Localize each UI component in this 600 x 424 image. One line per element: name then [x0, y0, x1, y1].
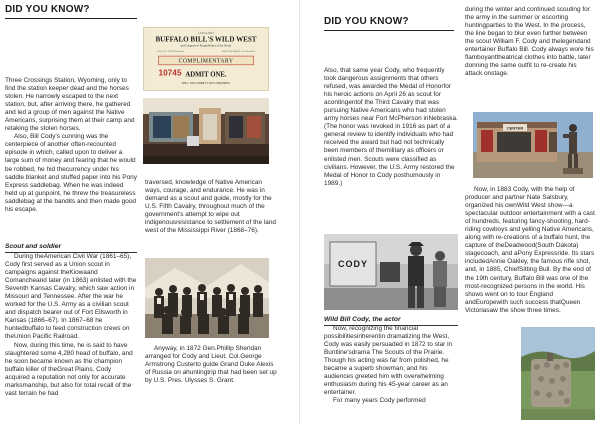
actor-text — [324, 325, 458, 405]
cody-portrait-photo — [324, 234, 458, 310]
ticket-graphic — [144, 28, 268, 90]
wild-west-ticket-image — [143, 27, 269, 91]
buffalo-bill-center-photo — [473, 112, 593, 178]
center-sign-text: CENTER — [506, 125, 524, 131]
left-heading-rule — [5, 18, 137, 19]
scouting-winter-text: during the winter and continued scouting for the army in the summer or escorting huntingparties to the West. In the process, the line began to blur even further between the scout William F. Cody and thelegendand entertainer Buffalo Bill. Cody always wore his flamboyanttheatrical clothes into battle, later donning the same outfit to re-create his attack onstage. — [465, 6, 594, 78]
ticket-complimentary: COMPLIMENTARY — [178, 58, 234, 65]
ticket-number: 10745 — [158, 68, 182, 78]
medal-of-honor-text — [324, 67, 458, 188]
scout-soldier-text — [5, 253, 137, 398]
ticket-title: BUFFALO BILL'S WILD WEST — [155, 35, 257, 44]
ticket-fine-print-left: COL. W. F. CODY, President. — [156, 50, 185, 54]
middle-column-text: traversed, knowledge of Native American ways, courage, and endurance. He was in demand as a scout and guide, mostly for the U.S. Fifth Cavalry, throughout much of the government's attempt to wipe out indigenousresistance to settlement of the land west of the Mississippi River (1868–76). — [145, 179, 276, 235]
intro-paragraph-1: Three Crossings Station, Wyoming, only to find the station keeper dead and the horses stolen. He narrowly escaped to the next station, but, after arriving there, he gathered and led a group of men against the Native Americans, surprising them at their camp and retaking the stolen horses. — [5, 77, 135, 133]
left-page-heading: DID YOU KNOW? — [5, 4, 90, 15]
actor-subhead: Wild Bill Cody, the actor — [324, 316, 401, 323]
ticket-footer: WILL NOT ADMIT TWO CHILDREN. — [181, 81, 231, 86]
right-page — [300, 0, 600, 424]
scout-paragraph-1: During theAmerican Civil War (1861–65), Cody first served as a Union scout in campaigns against theKiowaand Comancheand later (in 1863) enlisted with the Seventh Kansas Cavalry, which saw action in Missouri and Tennessee. After the war he worked for the U.S. Army as a civilian scout and dispatch bearer out of Fort Ellsworth in Kansas (1866–67). In 1867–68 he huntedbuffalo to feed construction crews on theUnion Pacific Railroad. — [5, 253, 137, 341]
medal-paragraph-1: Also, that same year Cody, who frequently took dangerous assignments that others refused, was awarded the Medal of Honorfor his heroic actions on April 26 as scout for acontingentof the Third Cavalry that was pursuing Native Americans who had stolen army horses near Fort McPherson inNebraska. (The honor was revoked in 1916 as part of a general review to identify individuals who had received the award but had not technically been members of themilitary as officers or enlisted men. Scouts were classified as civilians. However, the U.S. Army restored the Medal of Honor to Cody posthumously in 1989.) — [324, 67, 458, 187]
ticket-fine-print-right: NATE SALSBURY, Vice-President. — [221, 50, 256, 54]
cody-sign-text: CODY — [337, 259, 369, 269]
grave-monument-photo — [521, 327, 595, 420]
left-intro-text — [5, 77, 137, 214]
right-page-heading: DID YOU KNOW? — [324, 16, 409, 27]
grand-duke-text: Anyway, in 1872 Gen.Phillip Sheridan arranged for Cody and Lieut. Col.George Armstrong Custerto guide Grand Duke Alexis of Russia on ahuntingtrip that had been set up by U.S. Pres. Ulysses S. Grant. — [145, 345, 277, 385]
scout-paragraph-2: Now, during this time, he is said to have slaughtered some 4,280 head of buffalo, and he soon became known as the champion buffalo killer of theGreat Plains. Cody acquired a reputation not only for accurate marksmanship, but also for total recall of the vast terrain he had — [5, 341, 133, 397]
ticket-admit: ADMIT ONE. — [185, 71, 227, 79]
ticket-header-small: ( 2 00-4-300 ) — [197, 30, 215, 35]
wild-west-show-text: Now, in 1883 Cody, with the help of producer and partner Nate Salsbury, organized his ownWild West show—a spectacular outdoor entertainment with a cast of hundreds, featuring fancy-shooting, hard-riding cowboys and yelling Native Americans, along with re-creations of a buffalo hunt, the capture of theDeadwood(South Dakota) stagecoach, and aPony Expressride. Its stars includedAnnie Oakley, the famous rifle shot, and, in 1885, ChiefSitting Bull. By the end of the 19th century, Buffalo Bill was one of the most-recognized persons in the world. His shows went on to tour England andEuropewith such success thatQueen Victoriasaw the show three times. — [465, 186, 595, 314]
intro-paragraph-2: Also, Bill Cody's cunning was the centerpiece of another often-recounted episode in which, called upon to deliver a large sum of money and fearing that he would be robbed, he hid thecurrency under his saddle blanket and stuffed paper into his Pony Express saddlebag. When he was indeed held up at gunpoint, he threw the treasureless saddlebag at the bandits and then made good his escape. — [5, 133, 137, 213]
ticket-subtitle: and Congress of Rough Riders of the World. — [180, 43, 232, 48]
group-portrait-photo — [145, 258, 269, 338]
actor-paragraph-1: Now, recognizing the financial possibilitiesinherentin dramatizing the West, Cody was easily persuaded in 1872 to star in Buntline'sdrama The Scouts of the Prairie. Though his acting was far from polished, he became a superb showman, and his audiences greeted him with overwhelming enthusiasm during his 45-year career as an entertainer. — [324, 325, 453, 397]
scout-soldier-subhead: Scout and soldier — [5, 243, 62, 250]
actor-paragraph-2: For many years Cody performed — [333, 397, 426, 405]
museum-lobby-photo — [143, 98, 269, 164]
right-heading-rule — [324, 30, 454, 31]
